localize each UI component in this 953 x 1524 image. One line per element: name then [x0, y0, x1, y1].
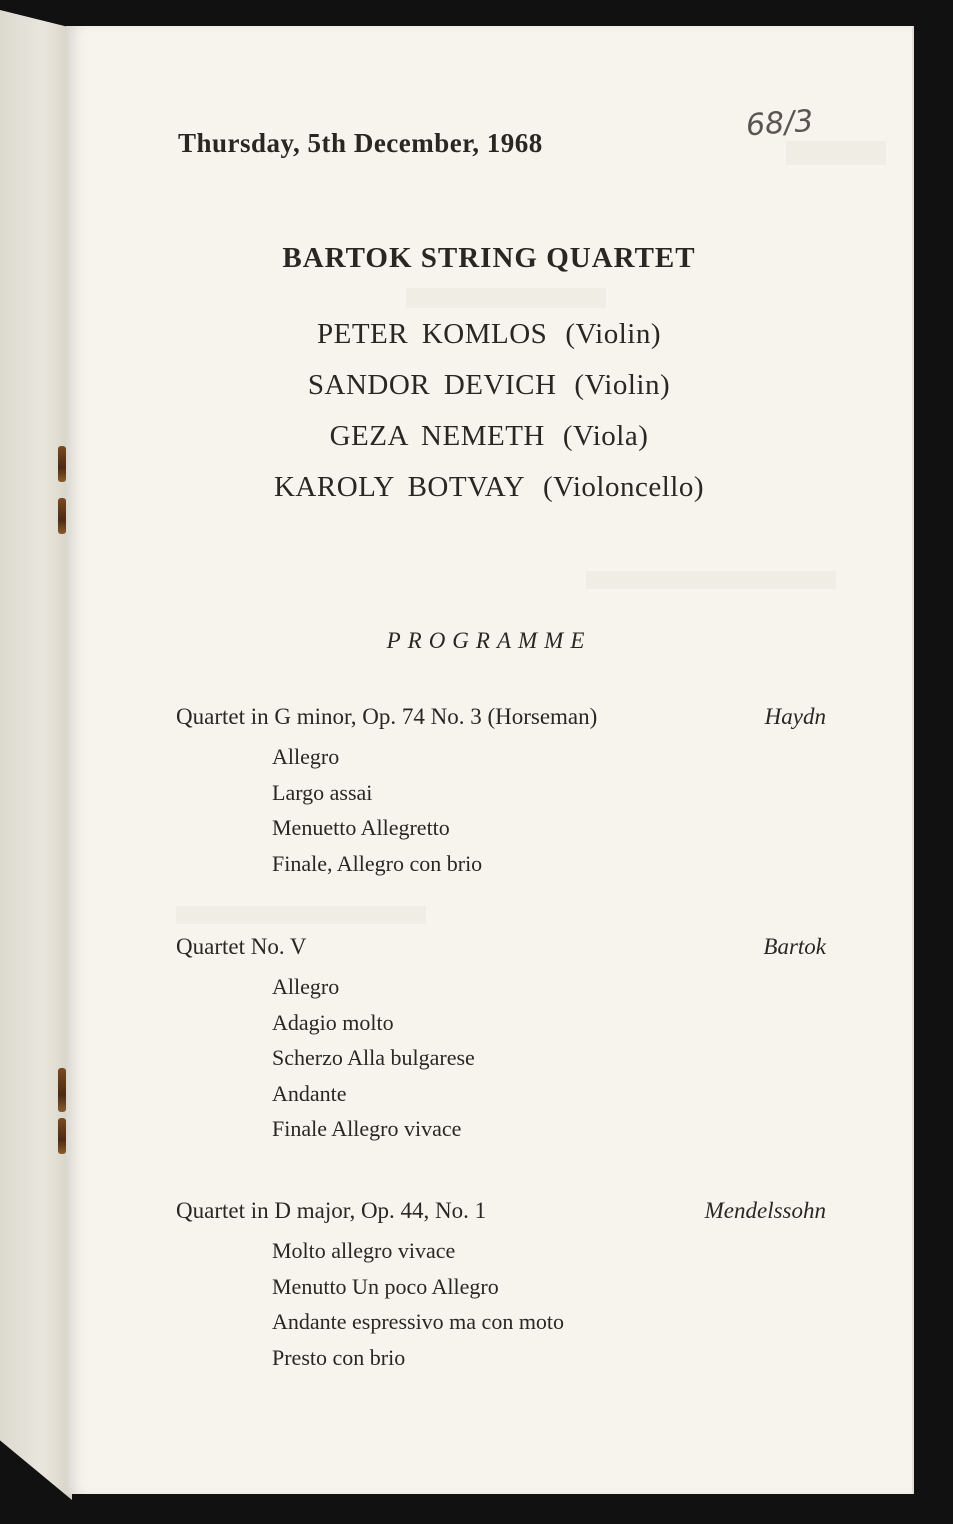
- performer-instrument: (Violin): [574, 369, 671, 401]
- movement: Presto con brio: [272, 1344, 406, 1370]
- show-through-text: [786, 141, 886, 165]
- concert-date: Thursday, 5th December, 1968: [178, 128, 543, 158]
- ensemble-name: BARTOK STRING QUARTET: [282, 242, 696, 274]
- performer-name: SANDOR DEVICH: [307, 369, 557, 401]
- movement: Finale Allegro vivace: [272, 1116, 462, 1142]
- performer-name: PETER KOMLOS: [316, 318, 548, 350]
- performer-instrument: (Viola): [562, 420, 649, 452]
- work-title: Quartet in D major, Op. 44, No. 1: [176, 1198, 487, 1223]
- performer-instrument: (Violoncello): [543, 471, 705, 503]
- movement: Adagio molto: [272, 1009, 394, 1035]
- staple-mark: [58, 446, 66, 482]
- facing-page-edge: [0, 10, 72, 1500]
- performer-name: KAROLY BOTVAY: [273, 471, 526, 503]
- performer: [66, 418, 912, 469]
- movement-list: [176, 974, 826, 1152]
- work-bartok: [176, 934, 826, 1152]
- work-header: [176, 704, 826, 744]
- movement-list: [176, 1238, 826, 1380]
- movement: Menutto Un poco Allegro: [272, 1273, 499, 1299]
- programme-heading: PROGRAMME: [386, 628, 592, 653]
- ensemble-title: [66, 242, 912, 275]
- performer-instrument: (Violin): [565, 318, 661, 350]
- movement-list: [176, 744, 826, 886]
- movement: Andante espressivo ma con moto: [272, 1309, 565, 1335]
- work-haydn: [176, 704, 826, 886]
- movement: Menuetto Allegretto: [272, 815, 450, 841]
- movement: Allegro: [272, 744, 340, 769]
- staple-mark: [58, 1118, 66, 1154]
- performer: [66, 367, 912, 418]
- show-through-text: [586, 571, 836, 589]
- composer-name: Mendelssohn: [704, 1198, 826, 1223]
- staple-mark: [58, 498, 66, 534]
- movement: Molto allegro vivace: [272, 1238, 456, 1263]
- performer: [66, 469, 912, 520]
- show-through-text: [176, 906, 426, 924]
- performer-list: [66, 316, 912, 520]
- performer-name: GEZA NEMETH: [329, 420, 545, 452]
- composer-name: Bartok: [763, 934, 826, 959]
- work-title: Quartet No. V: [176, 934, 307, 959]
- work-header: [176, 934, 826, 974]
- staple-mark: [58, 1068, 66, 1112]
- movement: Andante: [272, 1080, 347, 1106]
- movement: Largo assai: [272, 779, 373, 805]
- work-header: [176, 1198, 826, 1238]
- work-mendelssohn: [176, 1198, 826, 1380]
- movement: Allegro: [272, 974, 340, 999]
- handwritten-reference: 68/3: [744, 103, 815, 144]
- performer: [66, 316, 912, 367]
- movement: Finale, Allegro con brio: [272, 850, 483, 876]
- movement: Scherzo Alla bulgarese: [272, 1045, 475, 1071]
- work-title: Quartet in G minor, Op. 74 No. 3 (Horseman): [176, 704, 598, 729]
- show-through-text: [406, 288, 606, 308]
- composer-name: Haydn: [764, 704, 826, 729]
- programme-page: [66, 26, 912, 1494]
